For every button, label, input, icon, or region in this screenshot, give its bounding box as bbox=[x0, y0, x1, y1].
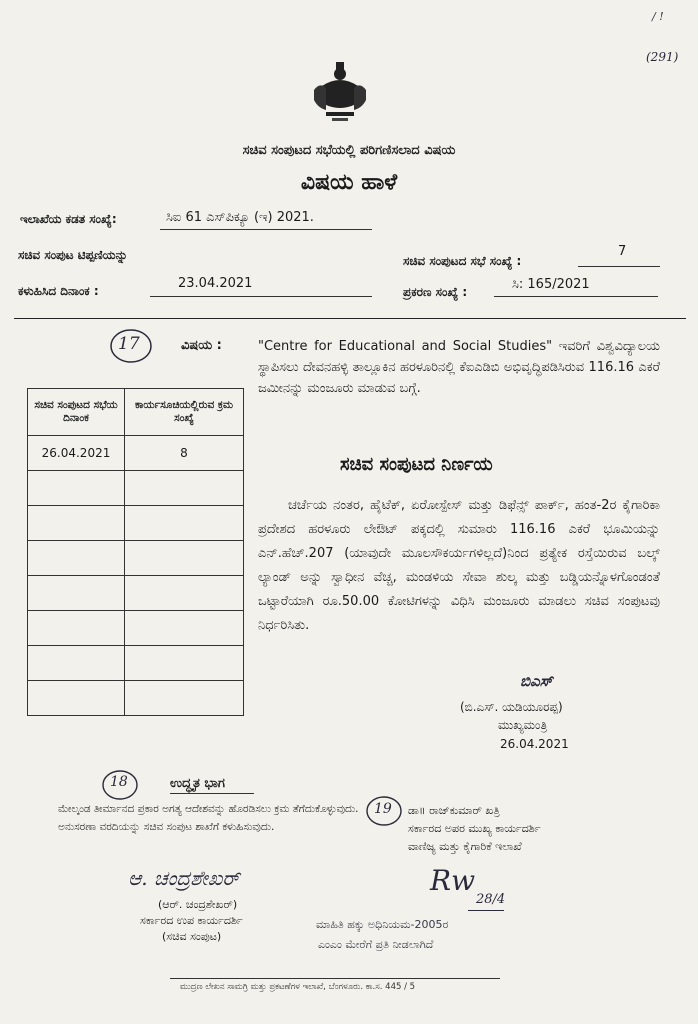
deputy-office: (ಸಚಿವ ಸಂಪುಟ) bbox=[162, 930, 222, 943]
table-cell bbox=[28, 646, 125, 681]
subject-text: "Centre for Educational and Social Studies" ಇವರಿಗೆ ವಿಶ್ವವಿದ್ಯಾಲಯ ಸ್ಥಾಪಿಸಲು ದೇವನಹಳ್ಳಿ ತಾಲ್ಲೂಕಿನ ಹರಳೂರಿನಲ್ಲಿ ಕೆಐಎಡಿಬಿ ಅಭಿವೃದ್ಧಿಪಡಿಸಿರುವ 116.16 ಎಕರೆ ಜಮೀನನ್ನು ಮಂಜೂರು ಮಾಡುವ ಬಗ್ಗೆ. bbox=[258, 339, 660, 396]
recipient-designation: ಸರ್ಕಾರದ ಅಪರ ಮುಖ್ಯ ಕಾರ್ಯದರ್ಶಿ bbox=[408, 822, 541, 835]
item-number: 17 bbox=[118, 334, 140, 354]
deputy-designation: ಸರ್ಕಾರದ ಉಪ ಕಾರ್ಯದರ್ಶಿ bbox=[140, 914, 243, 927]
meeting-table bbox=[27, 388, 244, 716]
case-no-label: ಪ್ರಕರಣ ಸಂಖ್ಯೆ : bbox=[403, 285, 468, 299]
table-cell bbox=[125, 471, 244, 506]
extract-heading-underline bbox=[170, 793, 254, 794]
corner-mark: / ! bbox=[652, 10, 664, 23]
file-no-underline bbox=[160, 229, 372, 230]
handwritten-underline bbox=[468, 910, 504, 911]
recipient-name: ಡಾ॥ ರಾಜ್‌ಕುಮಾರ್ ಖತ್ರಿ bbox=[408, 804, 500, 817]
table-cell bbox=[125, 681, 244, 716]
extract-text: ಮೇಲ್ಕಂಡ ತೀರ್ಮಾನದ ಪ್ರಕಾರ ಅಗತ್ಯ ಆದೇಶವನ್ನು ಹೊರಡಿಸಲು ಕ್ರಮ ತೆಗೆದುಕೊಳ್ಳುವುದು. ಅನುಸರಣಾ ವರದಿಯನ್ನು ಸಚಿವ ಸಂಪುಟ ಶಾಖೆಗೆ ಕಳುಹಿಸುವುದು. bbox=[58, 803, 359, 833]
decision-text: ಚರ್ಚೆಯ ನಂತರ, ಹೈಟೆಕ್, ಏರೋಸ್ಪೇಸ್ ಮತ್ತು ಡಿಫೆನ್ಸ್ ಪಾರ್ಕ್, ಹಂತ-2ರ ಕೈಗಾರಿಕಾ ಪ್ರದೇಶದ ಹರಳೂರು ಲೇಔಟ್ ಪಕ್ಕದಲ್ಲಿ ಸುಮಾರು 116.16 ಎಕರೆ ಭೂಮಿಯನ್ನು ಎನ್.ಹೆಚ್.207 (ಯಾವುದೇ ಮೂಲಸೌಕರ್ಯಗಳಿಲ್ಲದೆ)ನಿಂದ ಪ್ರತ್ಯೇಕ ರಸ್ತೆಯಿರುವ ಬಲ್ಕ್ ಲ್ಯಾಂಡ್ ಅನ್ನು ಸ್ವಾಧೀನ ವೆಚ್ಚ, ಮಂಡಳಿಯ ಸೇವಾ ಶುಲ್ಕ ಮತ್ತು ಬಡ್ಡಿಯನ್ನೊಳಗೊಂಡಂತೆ ಒಟ್ಟಾರೆಯಾಗಿ ರೂ.50.00 ಕೋಟಿಗಳನ್ನು ವಿಧಿಸಿ ಮಂಜೂರು ಮಾಡಲು ಸಚಿವ ಸಂಪುಟವು ನಿರ್ಧರಿಸಿತು. bbox=[258, 498, 660, 633]
note-date-underline bbox=[150, 296, 372, 297]
receipt-stamp-line1: ಮಾಹಿತಿ ಹಕ್ಕು ಅಧಿನಿಯಮ-2005ರ bbox=[316, 918, 449, 931]
footer-text: ಮುದ್ರಣ ಲೇಖನ ಸಾಮಗ್ರಿ ಮತ್ತು ಪ್ರಕಟಣೆಗಳ ಇಲಾಖೆ, ಬೆಂಗಳೂರು. ಕಾ.ಸ. 445 / 5 bbox=[180, 982, 416, 992]
table-cell bbox=[125, 611, 244, 646]
page-number: (291) bbox=[646, 50, 679, 64]
file-no-label: ಇಲಾಖೆಯ ಕಡತ ಸಂಖ್ಯೆ: bbox=[20, 212, 117, 226]
divider bbox=[14, 318, 686, 319]
meeting-no-label: ಸಚಿವ ಸಂಪುಟದ ಸಭೆ ಸಂಖ್ಯೆ : bbox=[403, 254, 522, 268]
cm-designation: ಮುಖ್ಯಮಂತ್ರಿ bbox=[498, 718, 548, 732]
table-cell bbox=[125, 506, 244, 541]
cm-date: 26.04.2021 bbox=[500, 737, 569, 751]
table-cell bbox=[28, 506, 125, 541]
table-cell bbox=[125, 646, 244, 681]
cm-signature-scrawl: ಬಿಎಸ್ bbox=[520, 672, 553, 690]
header-subtitle: ಸಚಿವ ಸಂಪುಟದ ಸಭೆಯಲ್ಲಿ ಪರಿಗಣಿಸಲಾದ ವಿಷಯ bbox=[242, 143, 456, 158]
handwritten-initial: Rw bbox=[430, 864, 476, 897]
table-cell: 8 bbox=[125, 436, 244, 471]
page-title: ವಿಷಯ ಹಾಳೆ bbox=[300, 170, 398, 195]
table-cell bbox=[28, 541, 125, 576]
deputy-name: (ಆರ್. ಚಂದ್ರಶೇಖರ್) bbox=[158, 898, 238, 911]
note-date: 23.04.2021 bbox=[178, 276, 253, 291]
state-emblem-icon bbox=[312, 60, 368, 124]
case-no-underline bbox=[494, 296, 658, 297]
recipient-block bbox=[408, 802, 541, 856]
meeting-no-value: 7 bbox=[618, 244, 627, 259]
file-no-value: ಸಿಐ 61 ಎಸ್‌ಪಿಕ್ಯೂ (ಇ) 2021. bbox=[166, 210, 314, 225]
recipient-circle-number: 19 bbox=[374, 801, 392, 817]
case-no-value: ಸಿ: 165/2021 bbox=[512, 277, 590, 292]
table-cell bbox=[125, 541, 244, 576]
decision-heading: ಸಚಿವ ಸಂಪುಟದ ನಿರ್ಣಯ bbox=[340, 454, 493, 475]
meeting-no-underline bbox=[578, 266, 660, 267]
note-label-1: ಸಚಿವ ಸಂಪುಟ ಟಿಪ್ಪಣಿಯನ್ನು bbox=[18, 248, 128, 262]
table-cell: 26.04.2021 bbox=[28, 436, 125, 471]
deputy-signature-scrawl: ಆ. ಚಂದ್ರಶೇಖರ್ bbox=[128, 866, 240, 890]
table-cell bbox=[28, 681, 125, 716]
table-cell bbox=[125, 576, 244, 611]
handwritten-date-note: 28/4 bbox=[476, 892, 506, 907]
extract-circle-number: 18 bbox=[110, 774, 128, 790]
table-cell bbox=[28, 471, 125, 506]
table-header: ಸಚಿವ ಸಂಪುಟದ ಸಭೆಯ ದಿನಾಂಕ bbox=[28, 389, 125, 436]
receipt-stamp-line2: ಎಂಎಂ ಮೇರೆಗೆ ಪ್ರತಿ ನೀಡಲಾಗಿದೆ bbox=[318, 938, 434, 951]
cm-name: (ಬಿ.ಎಸ್. ಯಡಿಯೂರಪ್ಪ) bbox=[460, 700, 563, 714]
subject-label: ವಿಷಯ : bbox=[181, 338, 222, 353]
footer-rule bbox=[170, 978, 500, 979]
recipient-department: ವಾಣಿಜ್ಯ ಮತ್ತು ಕೈಗಾರಿಕೆ ಇಲಾಖೆ bbox=[408, 840, 522, 853]
table-cell bbox=[28, 611, 125, 646]
note-label-2: ಕಳುಹಿಸಿದ ದಿನಾಂಕ : bbox=[18, 284, 99, 298]
table-cell bbox=[28, 576, 125, 611]
extract-heading: ಉದ್ಧೃತ ಭಾಗ bbox=[170, 776, 225, 791]
table-header: ಕಾರ್ಯಸೂಚಿಯಲ್ಲಿರುವ ಕ್ರಮ ಸಂಖ್ಯೆ bbox=[125, 389, 244, 436]
